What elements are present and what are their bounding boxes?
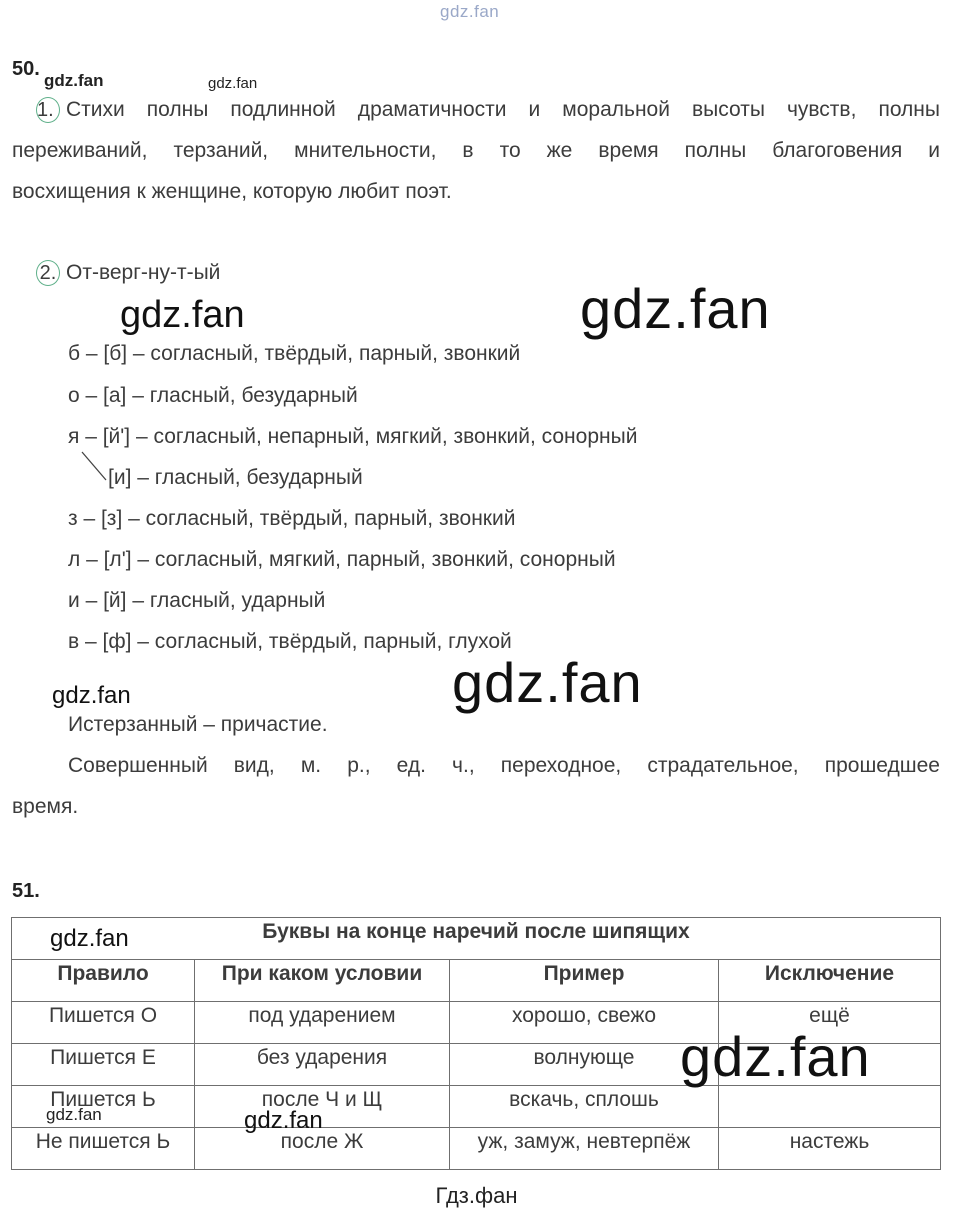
letter-row: о – [а] – гласный, безударный	[68, 384, 358, 407]
table-cell: после Ч и Щ	[195, 1086, 450, 1128]
part1-text-line2: переживаний, терзаний, мнительности, в то же время полны благоговения и	[12, 139, 940, 162]
part2-heading	[36, 260, 220, 286]
letter-row: з – [з] – согласный, твёрдый, парный, звонкий	[68, 507, 516, 530]
table-cell: Пишется О	[12, 1002, 195, 1044]
part1-text-line1: Стихи полны подлинной драматичности и моральной высоты чувств, полны	[66, 98, 940, 121]
letter-row: [и] – гласный, безударный	[108, 466, 363, 489]
table-cell: Пишется Е	[12, 1044, 195, 1086]
table-cell: Не пишется Ь	[12, 1128, 195, 1170]
table-cell: хорошо, свежо	[450, 1002, 719, 1044]
watermark: gdz.fan	[680, 1025, 871, 1088]
task-51-number: 51.	[12, 880, 40, 902]
table-cell: ещё	[719, 1002, 941, 1044]
morph-line1: Совершенный вид, м. р., ед. ч., переходное, страдательное, прошедшее	[68, 754, 940, 777]
table-cell: без ударения	[195, 1044, 450, 1086]
part2-marker: 2.	[36, 260, 60, 286]
watermark: gdz.fan	[52, 682, 131, 709]
table-cell	[719, 1086, 941, 1128]
part1-text-line3: восхищения к женщине, которую любит поэт.	[12, 180, 452, 203]
participle-line: Истерзанный – причастие.	[68, 713, 328, 736]
table-title: Буквы на конце наречий после шипящих	[12, 918, 941, 960]
morph-line2: время.	[12, 795, 79, 818]
part2-word: От-верг-ну-т-ый	[66, 261, 221, 284]
watermark: gdz.fan	[580, 277, 771, 340]
table-cell: вскачь, сплошь	[450, 1086, 719, 1128]
table-cell: Пишется Ь	[12, 1086, 195, 1128]
header-cell: Правило	[12, 960, 195, 1002]
letter-row: и – [й] – гласный, ударный	[68, 589, 326, 612]
letter-row: в – [ф] – согласный, твёрдый, парный, глухой	[68, 630, 512, 653]
watermark: gdz.fan	[46, 1105, 102, 1124]
table-row	[12, 1086, 941, 1128]
table-cell: после Ж	[195, 1128, 450, 1170]
watermark: gdz.fan	[50, 925, 129, 952]
footer-caption: Гдз.фан	[435, 1183, 518, 1208]
branch-line	[80, 448, 110, 488]
header-cell: При каком условии	[195, 960, 450, 1002]
header-cell: Пример	[450, 960, 719, 1002]
part1-marker: 1.	[36, 97, 60, 123]
table-row	[12, 1128, 941, 1170]
task-50-part1-line1	[36, 89, 940, 131]
letter-row: л – [л'] – согласный, мягкий, парный, звонкий, сонорный	[68, 548, 616, 571]
letter-row: б – [б] – согласный, твёрдый, парный, звонкий	[68, 342, 521, 365]
watermark: gdz.fan	[452, 651, 643, 714]
table-cell: под ударением	[195, 1002, 450, 1044]
table-cell: волнующе	[450, 1044, 719, 1086]
task-50-number: 50.	[12, 58, 40, 80]
watermark: gdz.fan	[120, 294, 245, 336]
table-header-row	[12, 960, 941, 1002]
watermark: gdz.fan	[244, 1107, 323, 1134]
header-cell: Исключение	[719, 960, 941, 1002]
table-cell: уж, замуж, невтерпёж	[450, 1128, 719, 1170]
watermark: gdz.fan	[44, 71, 104, 90]
watermark: gdz.fan	[208, 75, 258, 92]
table-cell: настежь	[719, 1128, 941, 1170]
watermark-top: gdz.fan	[440, 2, 500, 21]
letter-row: я – [й'] – согласный, непарный, мягкий, звонкий, сонорный	[68, 425, 638, 448]
